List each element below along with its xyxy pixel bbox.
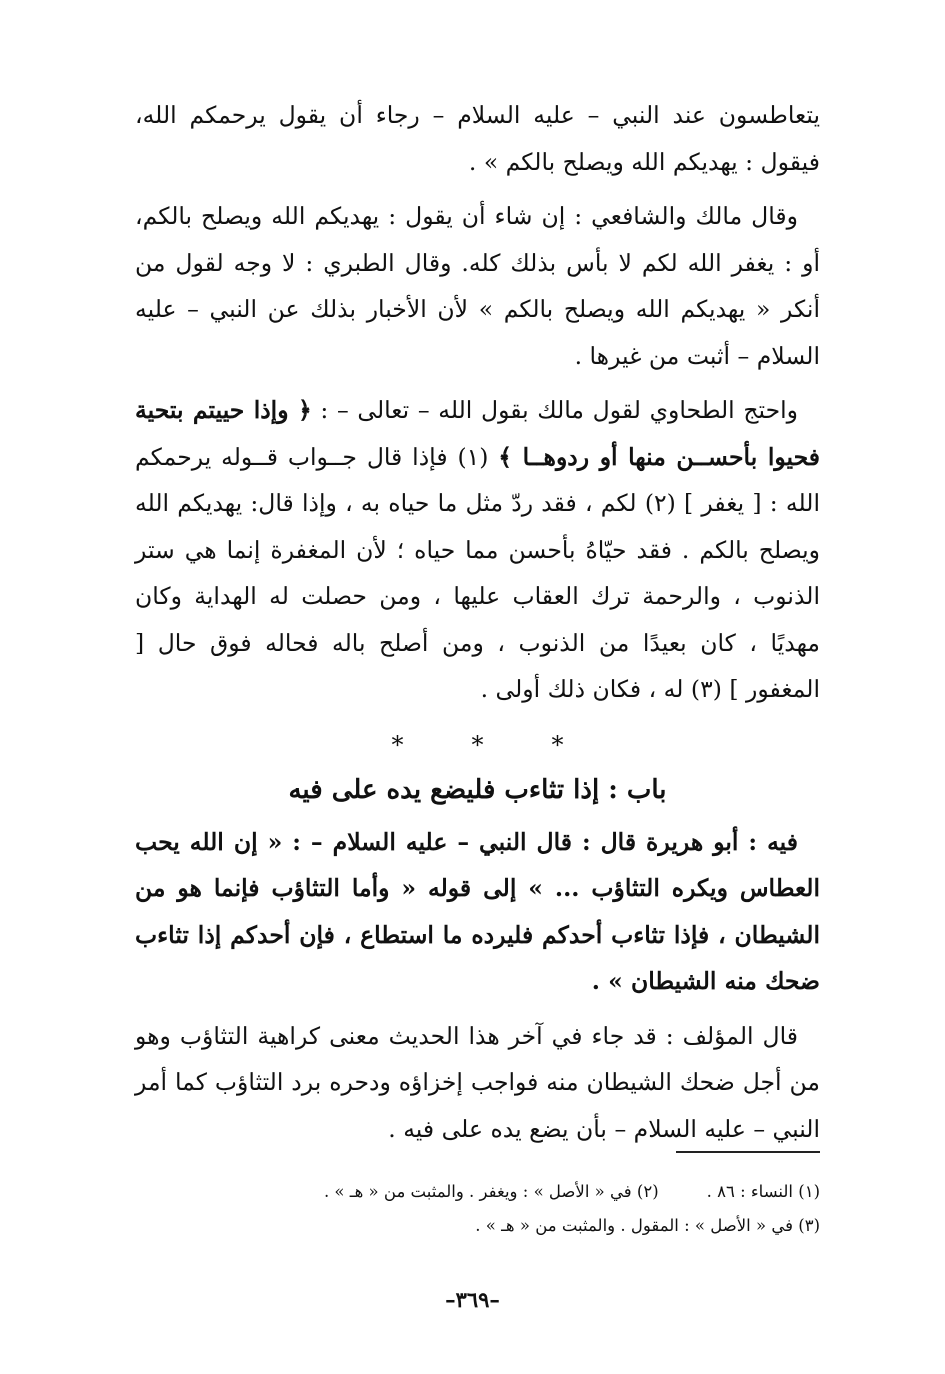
footnote-ref-2: (٢) <box>644 489 676 517</box>
paragraph-3-part-b: فإذا قال جــواب قــوله يرحمكم الله : [ يغفر ] <box>135 442 820 517</box>
paragraph-1: يتعاطسون عند النبي – عليه السلام – رجاء أن يقول يرحمكم الله، فيقول : يهديكم الله ويصلح بالكم » . <box>135 101 820 176</box>
section-separator <box>135 725 820 765</box>
footnote-ref-3: (٣) <box>690 675 722 703</box>
paragraph-3 <box>135 387 820 713</box>
author-note-text: قال المؤلف : قد جاء في آخر هذا الحديث معنى كراهية التثاؤب وهو من أجل ضحك الشيطان منه فواجب إخزاؤه ودحره برد التثاؤب كما أمر النبي – عليه السلام – بأن يضع يده على فيه . <box>135 1021 820 1143</box>
footnote-row <box>135 1209 820 1243</box>
paragraph-2-text: وقال مالك والشافعي : إن شاء أن يقول : يهديكم الله ويصلح بالكم، أو : يغفر الله لكم لا بأس بذلك كله. وقال الطبري : لا وجه لقول من أنكر « يهديكم الله ويصلح بالكم » لأن الأخبار بذلك عن النبي – عليه السلام – أثبت من غيرها . <box>135 202 820 370</box>
hadith-text <box>135 819 820 1005</box>
separator-star: * <box>471 730 484 759</box>
author-note <box>135 1013 820 1153</box>
separator-star: * <box>551 730 564 759</box>
footnote-1: (١) النساء : ٨٦ . <box>706 1182 820 1201</box>
hadith-body: فيه : أبو هريرة قال : قال النبي – عليه السلام – : « إن الله يحب العطاس ويكره التثاؤب ... » إلى قوله « وأما التثاؤب فإنما هو من الشيطان ، فإذا تثاءب أحدكم فليرده ما استطاع ، فإن أحدكم إذا تثاءب ضحك منه الشيطان » . <box>135 827 820 995</box>
paragraph-3-part-c: لكم ، فقد ردّ مثل ما حياه به ، وإذا قال: يهديكم الله ويصلح بالكم . فقد حيّاهُ بأحسن مما حياه ؛ لأن المغفرة إنما هي ستر الذنوب ، والرحمة ترك العقاب عليها ، ومن حصلت له الهداية وكان مهديًا ، كان بعيدًا من الذنوب ، ومن أصلح باله فحاله فوق حال [ المغفور ] <box>135 489 820 703</box>
footnote-3: (٣) في « الأصل » : المقول . والمثبت من « هـ » . <box>475 1216 820 1235</box>
footnote-row <box>135 1175 820 1209</box>
page-number: –٣٦٩– <box>445 1287 500 1312</box>
page-body <box>135 92 820 1152</box>
footnotes <box>135 1175 820 1243</box>
quran-verse: ﴿ وإذا حييتم بتحية فحيوا بأحســن منها أو ردوهــا ﴾ <box>135 396 820 471</box>
paragraph-2 <box>135 193 820 379</box>
paragraph-3-part-d: له ، فكان ذلك أولى . <box>480 675 684 703</box>
footnote-2: (٢) في « الأصل » : ويغفر . والمثبت من « هـ » . <box>323 1182 659 1201</box>
footnote-ref-1: (١) <box>457 442 489 471</box>
chapter-heading: باب : إذا تثاءب فليضع يده على فيه <box>288 774 667 805</box>
paragraph-3-intro: واحتج الطحاوي لقول مالك بقول الله – تعالى – : <box>320 396 798 424</box>
footnote-divider <box>676 1151 820 1153</box>
separator-star: * <box>391 730 404 759</box>
